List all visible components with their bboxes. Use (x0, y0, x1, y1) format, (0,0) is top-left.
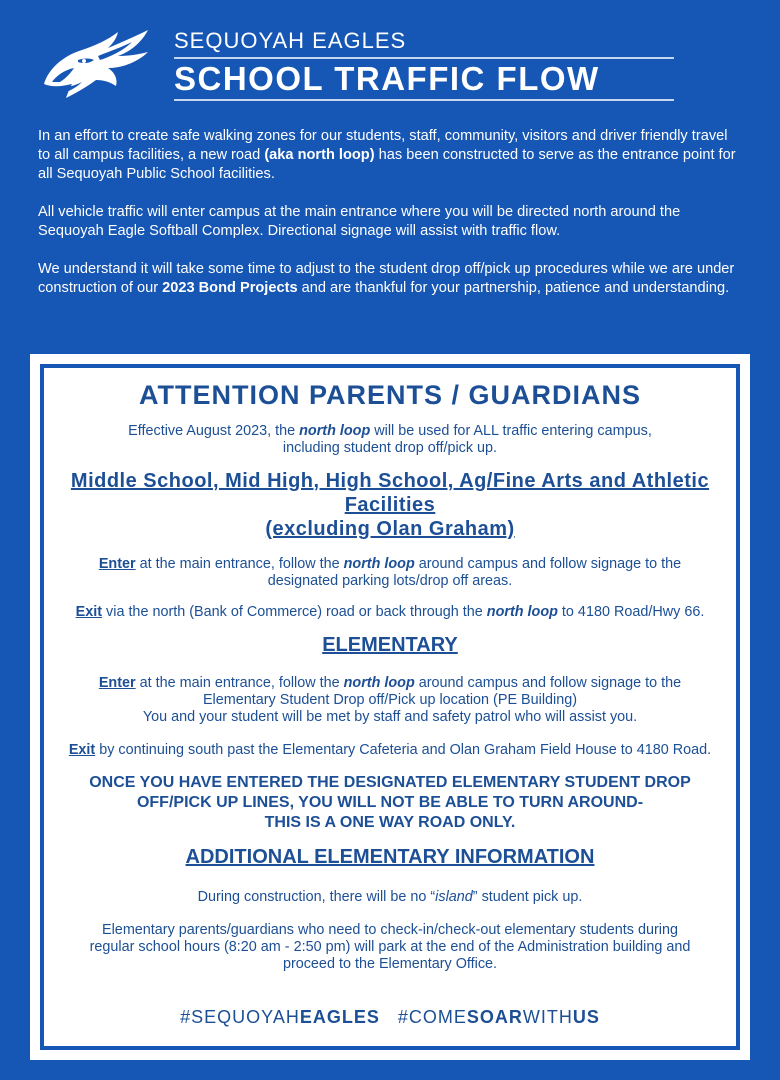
page-title: SCHOOL TRAFFIC FLOW (174, 60, 600, 97)
hashtag-2-part-c: WITH (522, 1007, 573, 1027)
hashtag-2-part-a: #COME (397, 1007, 467, 1027)
facilities-enter-label: Enter (98, 556, 136, 572)
elementary-exit-text-body: by continuing south past the Elementary Cafeteria and Olan Graham Field House to 4180 Road. (95, 742, 712, 758)
facilities-exit-text (62, 604, 718, 621)
facilities-heading-line-1: Middle School, Mid High, High School, Ag/Fine Arts and Athletic Facilities (70, 470, 710, 516)
notice-heading: ATTENTION PARENTS / GUARDIANS (138, 380, 641, 410)
intro-p3-text-b: and are thankful for your partnership, patience and understanding. (297, 280, 730, 296)
intro-p1-text-b: has been constructed to serve as the entrance point for all Sequoyah Public School facilities. (38, 147, 736, 182)
hashtag-1-part-a: #SEQUOYAH (180, 1007, 300, 1027)
hashtag-1-part-b: EAGLES (299, 1007, 380, 1027)
elementary-enter-text (62, 675, 718, 726)
facilities-enter-text-b: around campus and follow signage to the designated parking lots/drop off areas. (267, 556, 682, 589)
effective-text-b: will be used for ALL traffic entering campus, including student drop off/pick up. (282, 423, 652, 456)
intro-section (38, 127, 743, 317)
island-text (62, 889, 718, 906)
intro-paragraph-2: All vehicle traffic will enter campus at the main entrance where you will be directed north around the Sequoyah Eagle Softball Complex. Directional signage will assist with traffic flow. (38, 204, 681, 239)
facilities-exit-text-b: to 4180 Road/Hwy 66. (557, 604, 705, 620)
island-text-a: During construction, there will be no “ (197, 889, 436, 905)
intro-p3-bold: 2023 Bond Projects (162, 280, 298, 296)
facilities-enter-em: north loop (343, 556, 415, 572)
island-text-b: ” student pick up. (472, 889, 583, 905)
effective-text-a: Effective August 2023, the (128, 423, 300, 439)
additional-info-heading: ADDITIONAL ELEMENTARY INFORMATION (185, 846, 595, 868)
facilities-heading-line-2: (excluding Olan Graham) (265, 518, 515, 540)
header (0, 0, 780, 120)
intro-p1-bold: (aka north loop) (264, 147, 375, 163)
warning-line-3: THIS IS A ONE WAY ROAD ONLY. (264, 814, 516, 831)
school-name: SEQUOYAH EAGLES (174, 28, 407, 53)
title-rule-top (174, 57, 674, 59)
elementary-enter-text-a: at the main entrance, follow the (135, 675, 344, 691)
effective-text (62, 423, 718, 457)
eagle-head-icon (38, 26, 152, 106)
facilities-enter-text (62, 556, 718, 590)
facilities-heading (62, 469, 718, 541)
intro-p3-text-a: We understand it will take some time to adjust to the student drop off/pick up procedures while we are under construction of our (38, 261, 735, 296)
warning-line-1: ONCE YOU HAVE ENTERED THE DESIGNATED ELEMENTARY STUDENT DROP (89, 774, 691, 791)
intro-p1-text-a: In an effort to create safe walking zones for our students, staff, community, visitors and driver friendly travel to all campus facilities, a new road (38, 128, 728, 163)
notice-frame (30, 354, 750, 1060)
hashtags (44, 1007, 736, 1028)
elementary-enter-em: north loop (343, 675, 415, 691)
title-rule-bottom (174, 99, 674, 101)
elementary-enter-text-b: around campus and follow signage to the Elementary Student Drop off/Pick up location (PE Building) (202, 675, 682, 708)
elementary-enter-label: Enter (98, 675, 136, 691)
facilities-exit-label: Exit (75, 604, 103, 620)
notice-box (40, 364, 740, 1050)
elementary-exit-text (62, 742, 718, 759)
elementary-enter-text-c: You and your student will be met by staff and safety patrol who will assist you. (142, 709, 638, 725)
intro-paragraph-3 (38, 260, 743, 298)
hashtag-come-soar-with-us[interactable] (398, 1007, 600, 1027)
hashtag-2-part-d: US (572, 1007, 600, 1027)
facilities-exit-text-a: via the north (Bank of Commerce) road or back through the (102, 604, 487, 620)
one-way-warning (62, 773, 718, 833)
effective-em: north loop (299, 423, 371, 439)
island-em: island (435, 889, 473, 905)
elementary-exit-label: Exit (68, 742, 96, 758)
facilities-exit-em: north loop (486, 604, 558, 620)
intro-paragraph-1 (38, 127, 743, 184)
hashtag-sequoyah-eagles[interactable] (180, 1007, 380, 1027)
facilities-enter-text-a: at the main entrance, follow the (135, 556, 344, 572)
elementary-heading: ELEMENTARY (322, 634, 458, 656)
warning-line-2: OFF/PICK UP LINES, YOU WILL NOT BE ABLE TO TURN AROUND- (136, 794, 644, 811)
hashtag-2-part-b: SOAR (466, 1007, 523, 1027)
checkin-text: Elementary parents/guardians who need to check-in/check-out elementary students during regular school hours (8:20 am - 2:50 pm) will park at the end of the Administration building and proceed to the Elementary Office. (89, 922, 691, 972)
